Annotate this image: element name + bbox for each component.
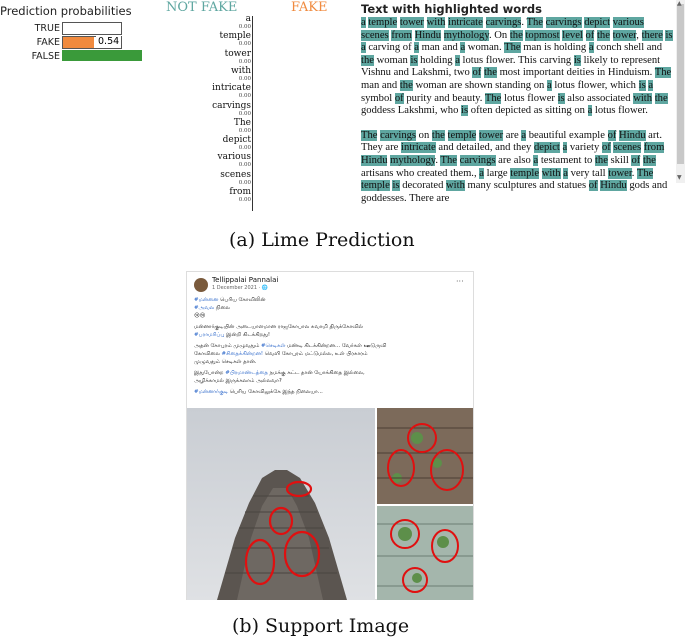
plain-text: many sculptures and statues: [464, 180, 589, 192]
highlighted-word: topmost: [525, 29, 560, 41]
highlighted-word: tower: [479, 129, 504, 141]
plain-text: art. They are: [361, 129, 663, 154]
plain-text: .: [521, 17, 527, 28]
plain-text: likely to represent Vishnu and Lakshmi, two: [361, 54, 661, 79]
feature-weight: 0.00: [238, 162, 251, 169]
post-text-segment: 😢😢: [194, 313, 206, 319]
feature-word: a: [245, 14, 251, 24]
probability-row-true: [0, 22, 160, 35]
class-not-fake-label: NOT FAKE: [166, 0, 238, 15]
plain-text: variety: [567, 142, 602, 154]
feature-word: The: [233, 117, 251, 128]
highlighted-word: a: [455, 54, 460, 66]
post-text-segment: பெரிய கோவிலுக்கே இந்த நிலையா...: [228, 389, 323, 395]
highlighted-word: carvings: [459, 154, 496, 166]
highlighted-word: with: [426, 17, 446, 28]
probability-bar-fill: [63, 37, 94, 48]
feature-item: [220, 170, 251, 187]
hashtag-link[interactable]: #மன்னை: [194, 297, 219, 303]
highlighted-word: Hindu: [600, 180, 627, 192]
highlighted-word: of: [585, 29, 595, 41]
highlighted-word: a: [414, 42, 419, 54]
plain-text: man and: [361, 79, 400, 91]
highlighted-word: intricate: [448, 17, 483, 28]
plain-text: are: [503, 129, 522, 141]
highlighted-word: a: [361, 42, 366, 54]
highlighted-word: The: [526, 17, 543, 28]
plain-text: often depicted as sitting on: [468, 105, 588, 117]
plain-text: very tall: [567, 167, 609, 179]
probability-label: FALSE: [31, 51, 60, 62]
highlighted-word: depict: [533, 142, 560, 154]
probability-bar-fill: [62, 50, 142, 61]
feature-item: [239, 14, 251, 31]
feature-item: [220, 31, 251, 48]
feature-weight: 0.00: [238, 75, 251, 82]
feature-item: [212, 101, 251, 118]
plain-text: also associated: [564, 92, 634, 104]
feature-word: temple: [219, 31, 251, 42]
highlighted-word: is: [557, 92, 565, 104]
highlighted-word: a: [587, 105, 593, 117]
feature-word: scenes: [220, 169, 251, 180]
more-options-icon[interactable]: ···: [456, 277, 464, 286]
highlighted-word: a: [533, 154, 539, 166]
highlighted-word: a: [479, 167, 484, 179]
post-text-segment: வெளி கோபுரம் மட்டுமல்ல, உள் பிரகாரம்: [263, 351, 368, 357]
highlighted-word: the: [642, 154, 656, 166]
highlighted-word: Hindu: [414, 29, 442, 41]
post-text-segment: அதன் கோபுரம் முழுவதும்: [194, 343, 262, 349]
feature-item: [231, 66, 251, 83]
plain-text: goddess Lakshmi, who: [361, 105, 462, 117]
plain-text: woman.: [465, 42, 505, 54]
highlighted-word: of: [394, 92, 404, 104]
highlighted-word: various: [612, 17, 644, 28]
globe-icon: 🌐: [261, 285, 269, 291]
highlighted-word: of: [607, 129, 617, 141]
post-text-line: [194, 324, 464, 331]
hashtag-link[interactable]: #செடிகள்: [261, 343, 286, 349]
highlighted-word: level: [562, 29, 583, 41]
plain-text: .: [631, 167, 637, 179]
highlighted-word: a: [521, 129, 527, 141]
highlighted-word: a: [588, 42, 594, 54]
feature-word: with: [231, 65, 251, 76]
feature-word: tower: [224, 48, 251, 59]
highlighted-word: Hindu: [361, 154, 388, 166]
highlighted-word: The: [361, 129, 378, 141]
feature-word: from: [229, 187, 251, 197]
plain-text: lotus flower. This carving: [459, 54, 574, 66]
plain-text: and detailed, and they: [435, 142, 534, 154]
highlighted-word: carvings: [545, 17, 582, 28]
highlighted-word: a: [460, 42, 466, 54]
post-text-segment: அழிக்காமல் இருக்கலாம் அல்லவா?: [194, 378, 282, 384]
highlighted-word: the: [594, 154, 608, 166]
feature-word: various: [217, 152, 251, 163]
highlighted-paragraph: [361, 130, 674, 206]
plain-text: conch shell and: [593, 42, 663, 54]
hashtag-link[interactable]: #அவல: [194, 305, 215, 311]
post-text-line: [194, 351, 464, 358]
plain-text: symbol: [361, 92, 395, 104]
temple-tower-photo-main[interactable]: [187, 408, 375, 600]
highlighted-word: The: [654, 67, 672, 79]
feature-item: [218, 152, 251, 169]
caption-support-image: (b) Support Image: [232, 615, 410, 637]
highlighted-word: is: [461, 105, 469, 117]
probability-row-false: [0, 50, 160, 63]
highlighted-word: the: [361, 54, 374, 66]
highlighted-word: Hindu: [619, 129, 646, 141]
highlighted-word: a: [361, 17, 366, 28]
feature-weight: 0.00: [238, 179, 251, 186]
plain-text: woman: [373, 54, 411, 66]
highlighted-word: the: [483, 67, 497, 79]
feature-weight: 0.00: [238, 41, 251, 48]
feature-word: carvings: [212, 100, 251, 111]
probability-label: TRUE: [34, 23, 60, 34]
highlighted-paragraph: [361, 17, 674, 118]
post-text-line: [194, 332, 464, 339]
post-text-segment: மன்னார்குடியின் அடையாளமான ராஜகோபால சுவாமி திருக்கோவில்: [194, 324, 364, 330]
feature-weight: 0.00: [238, 127, 251, 134]
feature-item: [234, 118, 251, 135]
highlighted-word: a: [563, 167, 568, 179]
highlighted-word: from: [391, 29, 412, 41]
plain-text: holding: [417, 54, 456, 66]
highlighted-word: with: [446, 180, 465, 192]
highlighted-word: the: [431, 129, 445, 141]
highlighted-word: the: [509, 29, 523, 41]
highlighted-word: mythology: [390, 154, 436, 166]
highlighted-word: tower: [399, 17, 424, 28]
highlighted-word: with: [541, 167, 561, 179]
highlighted-word: with: [633, 92, 653, 104]
plain-text: . On: [488, 29, 510, 41]
post-text-segment: இன்றி கிடக்கிறது!: [224, 332, 270, 338]
post-text-line: [194, 389, 464, 396]
plain-text: on: [416, 129, 432, 141]
plain-text: gods and goddesses. There are: [361, 180, 668, 204]
highlighted-word: scenes: [361, 29, 389, 41]
feature-weight: 0.00: [238, 93, 251, 100]
feature-item: [212, 83, 251, 100]
highlighted-word: is: [410, 54, 418, 66]
post-text-segment: கோவிலை: [194, 351, 222, 357]
plain-text: skill: [607, 154, 632, 166]
hashtag-link[interactable]: #சிதைக்கின்றன!: [221, 351, 264, 357]
post-date[interactable]: [212, 285, 268, 291]
plain-text: large: [483, 167, 511, 179]
post-text-segment: பெரிய கோவிலின்: [218, 297, 266, 303]
highlighted-word: there: [641, 29, 663, 41]
feature-word: depict: [222, 135, 251, 146]
highlighted-word: is: [392, 180, 400, 192]
post-text-line: [194, 313, 464, 320]
plain-text: artisans who created them.,: [361, 167, 480, 179]
plain-text: decorated: [399, 180, 447, 192]
feature-item: [223, 135, 251, 152]
highlighted-word: temple: [368, 17, 398, 28]
probability-bar: [62, 50, 142, 61]
highlighted-word: from: [643, 142, 665, 154]
highlighted-word: depict: [584, 17, 611, 28]
highlighted-word: a: [562, 142, 568, 154]
highlighted-word: carvings: [485, 17, 522, 28]
plain-text: .: [435, 154, 441, 166]
probability-value: 0.54: [98, 36, 120, 47]
post-text-segment: மண்டி கிடக்கின்றன... வேர்கள் ஊடுருவி: [285, 343, 387, 349]
post-text-segment: நமக்கு கட்ட தான் யோக்கிதை இல்லை,: [267, 370, 365, 376]
feature-weight: 0.00: [238, 145, 251, 152]
highlighted-word: scenes: [613, 142, 642, 154]
scroll-up-arrow-icon[interactable]: ▲: [677, 0, 682, 7]
plain-text: lotus flower.: [592, 105, 648, 117]
class-fake-label: FAKE: [291, 0, 328, 15]
plain-text: lotus flower, which: [551, 79, 639, 91]
plain-text: most important deities in Hinduism.: [496, 67, 655, 79]
highlighted-word: the: [399, 79, 413, 91]
post-text-line: [194, 378, 464, 385]
post-text-line: [194, 305, 464, 312]
plain-text: purity and beauty.: [403, 92, 485, 104]
post-text-line: [194, 343, 464, 350]
highlighted-word: The: [504, 42, 521, 54]
prediction-probabilities-title: Prediction probabilities: [0, 4, 132, 18]
hashtag-link[interactable]: #பிரமாண்டத்தை: [225, 370, 268, 376]
highlighted-text-title: Text with highlighted words: [361, 2, 542, 16]
highlighted-text-body: [361, 17, 674, 217]
plain-text: are also: [495, 154, 534, 166]
plain-text: man and: [418, 42, 461, 54]
probability-row-fake: [0, 36, 160, 49]
feature-weight: 0.00: [238, 197, 251, 203]
plain-text: woman are shown standing on: [412, 79, 547, 91]
post-text-segment: நிலை: [214, 305, 230, 311]
feature-weight: 0.00: [238, 24, 251, 30]
post-date-text[interactable]: 1 December 2021 ·: [212, 285, 262, 291]
feature-item: [225, 49, 251, 66]
highlighted-word: intricate: [401, 142, 436, 154]
highlighted-word: of: [472, 67, 482, 79]
plain-text: beautiful example: [526, 129, 608, 141]
scroll-down-arrow-icon[interactable]: ▼: [677, 174, 682, 181]
highlighted-word: The: [484, 92, 502, 104]
feature-axis: [252, 16, 253, 211]
plain-text: man is holding: [520, 42, 589, 54]
highlighted-word: the: [596, 29, 610, 41]
highlighted-word: tower: [608, 167, 632, 179]
highlighted-word: mythology: [443, 29, 489, 41]
highlighted-word: temple: [361, 180, 390, 192]
probability-bar: [62, 22, 122, 35]
feature-item: [229, 187, 251, 204]
highlighted-word: temple: [510, 167, 540, 179]
highlighted-word: of: [601, 142, 611, 154]
post-text-line: [194, 297, 464, 304]
avatar[interactable]: [194, 278, 208, 292]
highlighted-word: is: [573, 54, 581, 66]
temple-tower-photo-closeup-bottom[interactable]: [377, 506, 473, 600]
text-scrollbar-thumb[interactable]: [677, 4, 684, 164]
hashtag-link[interactable]: #பராமரிப்பு: [194, 332, 225, 338]
plain-text: testament to: [538, 154, 595, 166]
highlighted-word: a: [648, 79, 654, 91]
post-text-segment: இதுபோன்ற: [194, 370, 226, 376]
plain-text: lotus flower: [501, 92, 558, 104]
highlighted-word: is: [665, 29, 673, 41]
temple-tower-photo-closeup-top[interactable]: [377, 408, 473, 504]
plain-text: carving of: [365, 42, 415, 54]
highlighted-word: The: [636, 167, 654, 179]
post-text-segment: முழுவதும் செடிகள் தான்.: [194, 359, 257, 365]
feature-weight: 0.00: [238, 58, 251, 65]
highlighted-word: of: [631, 154, 641, 166]
highlighted-word: temple: [447, 129, 477, 141]
highlighted-word: carvings: [380, 129, 417, 141]
highlighted-word: tower: [612, 29, 637, 41]
post-text-line: [194, 359, 464, 366]
probability-label: FAKE: [36, 37, 60, 48]
highlighted-word: of: [588, 180, 598, 192]
highlighted-word: The: [440, 154, 457, 166]
feature-word: intricate: [212, 83, 251, 94]
post-text-line: [194, 370, 464, 377]
hashtag-link[interactable]: #மன்னார்குடி: [194, 389, 228, 395]
highlighted-word: is: [638, 79, 646, 91]
feature-weight: 0.00: [238, 110, 251, 117]
highlighted-word: the: [654, 92, 668, 104]
post-author[interactable]: Tellippalai Pannalai: [212, 276, 279, 284]
caption-lime-prediction: (a) Lime Prediction: [229, 229, 415, 251]
highlighted-word: a: [546, 79, 552, 91]
plain-text: ,: [636, 29, 642, 41]
